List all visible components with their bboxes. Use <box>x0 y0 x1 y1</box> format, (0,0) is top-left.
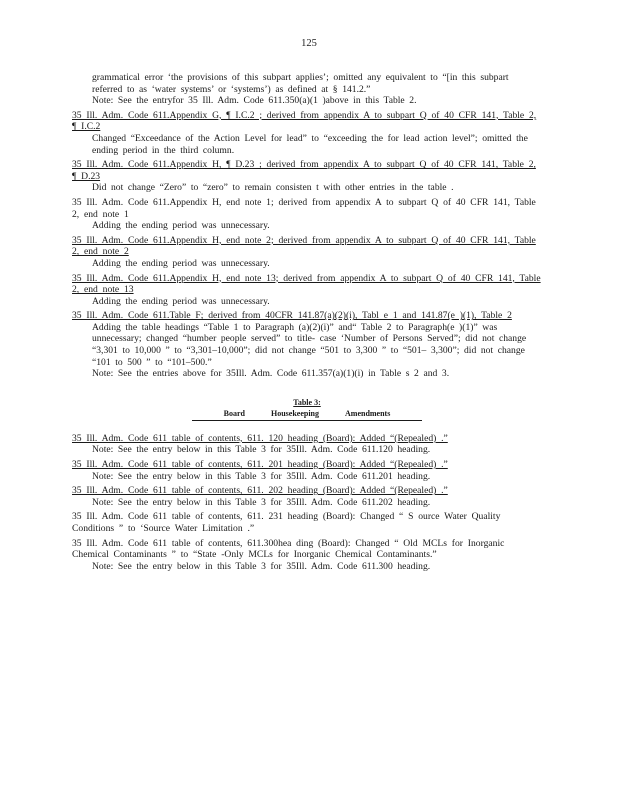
entry-text: Adding the ending period was unnecessary. <box>92 257 270 269</box>
entry-heading: 35 Ill. Adm. Code 611.Appendix H, end note 1; derived from appendix A to subpart Q of 40 CFR 141, Table 2, end note 1 <box>72 196 536 220</box>
table-3-col-housekeeping: Housekeeping <box>270 408 319 418</box>
entry-0 <box>72 72 542 107</box>
entry-heading: 35 Ill. Adm. Code 611.Appendix G, ¶ I.C.2 ; derived from appendix A to subpart Q of 40 CFR 141, Table 2, ¶ I.C.2 <box>72 109 537 133</box>
entry-heading: 35 Ill. Adm. Code 611.Appendix H, end note 13; derived from appendix A to subpart Q of 40 CFR 141, Table 2, end note 13 <box>72 272 541 296</box>
document-body <box>72 72 542 575</box>
entry-heading: 35 Ill. Adm. Code 611 table of contents, 611. 202 heading (Board): Added “(Repealed) .” <box>72 485 448 497</box>
entry-6 <box>72 310 542 380</box>
table-3-col-amendments: Amendments <box>345 408 391 418</box>
entry-text: grammatical error ‘the provisions of this subpart applies’; omitted any equivalent to “[in this subpart referred to as ‘water systems’ or ‘systems’) as defined at § 141.2.” <box>92 72 509 95</box>
entry-note: Note: See the entry below in this Table 3 for 35Ill. Adm. Code 611.300 heading. <box>92 560 431 572</box>
entry-t3-0 <box>72 433 542 456</box>
entry-text: Adding the table headings “Table 1 to Paragraph (a)(2)(i)” and“ Table 2 to Paragraph(e )(1)” was unnecessary; changed “humber people served” to title- case ‘Number of Persons Served”; did not change “3,301 to 10,000 ” to “3,301–10,000”; did not change “501 to 3,300 ” to “501– 3,300”; did not change “101 to 500 ” to “101–500.” <box>92 321 527 368</box>
entry-2 <box>72 159 542 194</box>
table-3-subheadings <box>192 409 422 421</box>
entry-heading: 35 Ill. Adm. Code 611 table of contents, 611. 231 heading (Board): Changed “ S ource Water Quality Conditions ” to ‘Source Water Limitation .” <box>72 511 501 534</box>
entry-t3-3 <box>72 511 542 534</box>
entry-heading: 35 Ill. Adm. Code 611 table of contents, 611. 201 heading (Board): Added “(Repealed) .” <box>72 459 448 471</box>
entry-text: Changed “Exceedance of the Action Level for lead” to “exceeding the for lead action level”; omitted the ending period in the third column. <box>92 132 528 156</box>
entry-5 <box>72 273 542 308</box>
entry-text: Adding the ending period was unnecessary. <box>92 295 270 307</box>
table-3-title: Table 3: <box>293 397 321 407</box>
entry-note: Note: See the entry below in this Table 3 for 35Ill. Adm. Code 611.201 heading. <box>92 470 431 482</box>
table-3-caption <box>72 398 542 421</box>
entry-note: Note: See the entryfor 35 Ill. Adm. Code 611.350(a)(1 )above in this Table 2. <box>92 95 417 107</box>
entry-t3-1 <box>72 459 542 482</box>
entry-heading: 35 Ill. Adm. Code 611 table of contents, 611. 120 heading (Board): Added “(Repealed) .” <box>72 432 448 444</box>
entry-t3-2 <box>72 485 542 508</box>
entry-heading: 35 Ill. Adm. Code 611 table of contents, 611.300hea ding (Board): Changed “ Old MCLs for Inorganic Chemical Contaminants ” to “State -Only MCLs for Inorganic Chemical Contaminants.” <box>72 537 505 561</box>
entry-1 <box>72 110 542 156</box>
entry-heading: 35 Ill. Adm. Code 611.Appendix H, end note 2; derived from appendix A to subpart Q of 40 CFR 141, Table 2, end note 2 <box>72 234 536 258</box>
entry-note: Note: See the entry below in this Table 3 for 35Ill. Adm. Code 611.120 heading. <box>92 444 431 456</box>
entry-text: Did not change “Zero” to “zero” to remain consisten t with other entries in the table . <box>92 182 454 194</box>
entry-note: Note: See the entry below in this Table 3 for 35Ill. Adm. Code 611.202 heading. <box>92 496 431 508</box>
entry-3 <box>72 197 542 232</box>
entry-note: Note: See the entries above for 35Ill. Adm. Code 611.357(a)(1)(i) in Table s 2 and 3. <box>92 368 450 380</box>
entry-heading: 35 Ill. Adm. Code 611.Appendix H, ¶ D.23 ; derived from appendix A to subpart Q of 40 CFR 141, Table 2, ¶ D.23 <box>72 159 536 182</box>
entry-t3-4 <box>72 538 542 573</box>
entry-heading: 35 Ill. Adm. Code 611.Table F; derived from 40CFR 141.87(a)(2)(i), Tabl e 1 and 141.87(e )(1), Table 2 <box>72 310 512 322</box>
entry-text: Adding the ending period was unnecessary. <box>92 220 270 232</box>
table-3-col-board: Board <box>223 408 245 418</box>
page-number: 125 <box>301 38 317 49</box>
entry-4 <box>72 235 542 270</box>
